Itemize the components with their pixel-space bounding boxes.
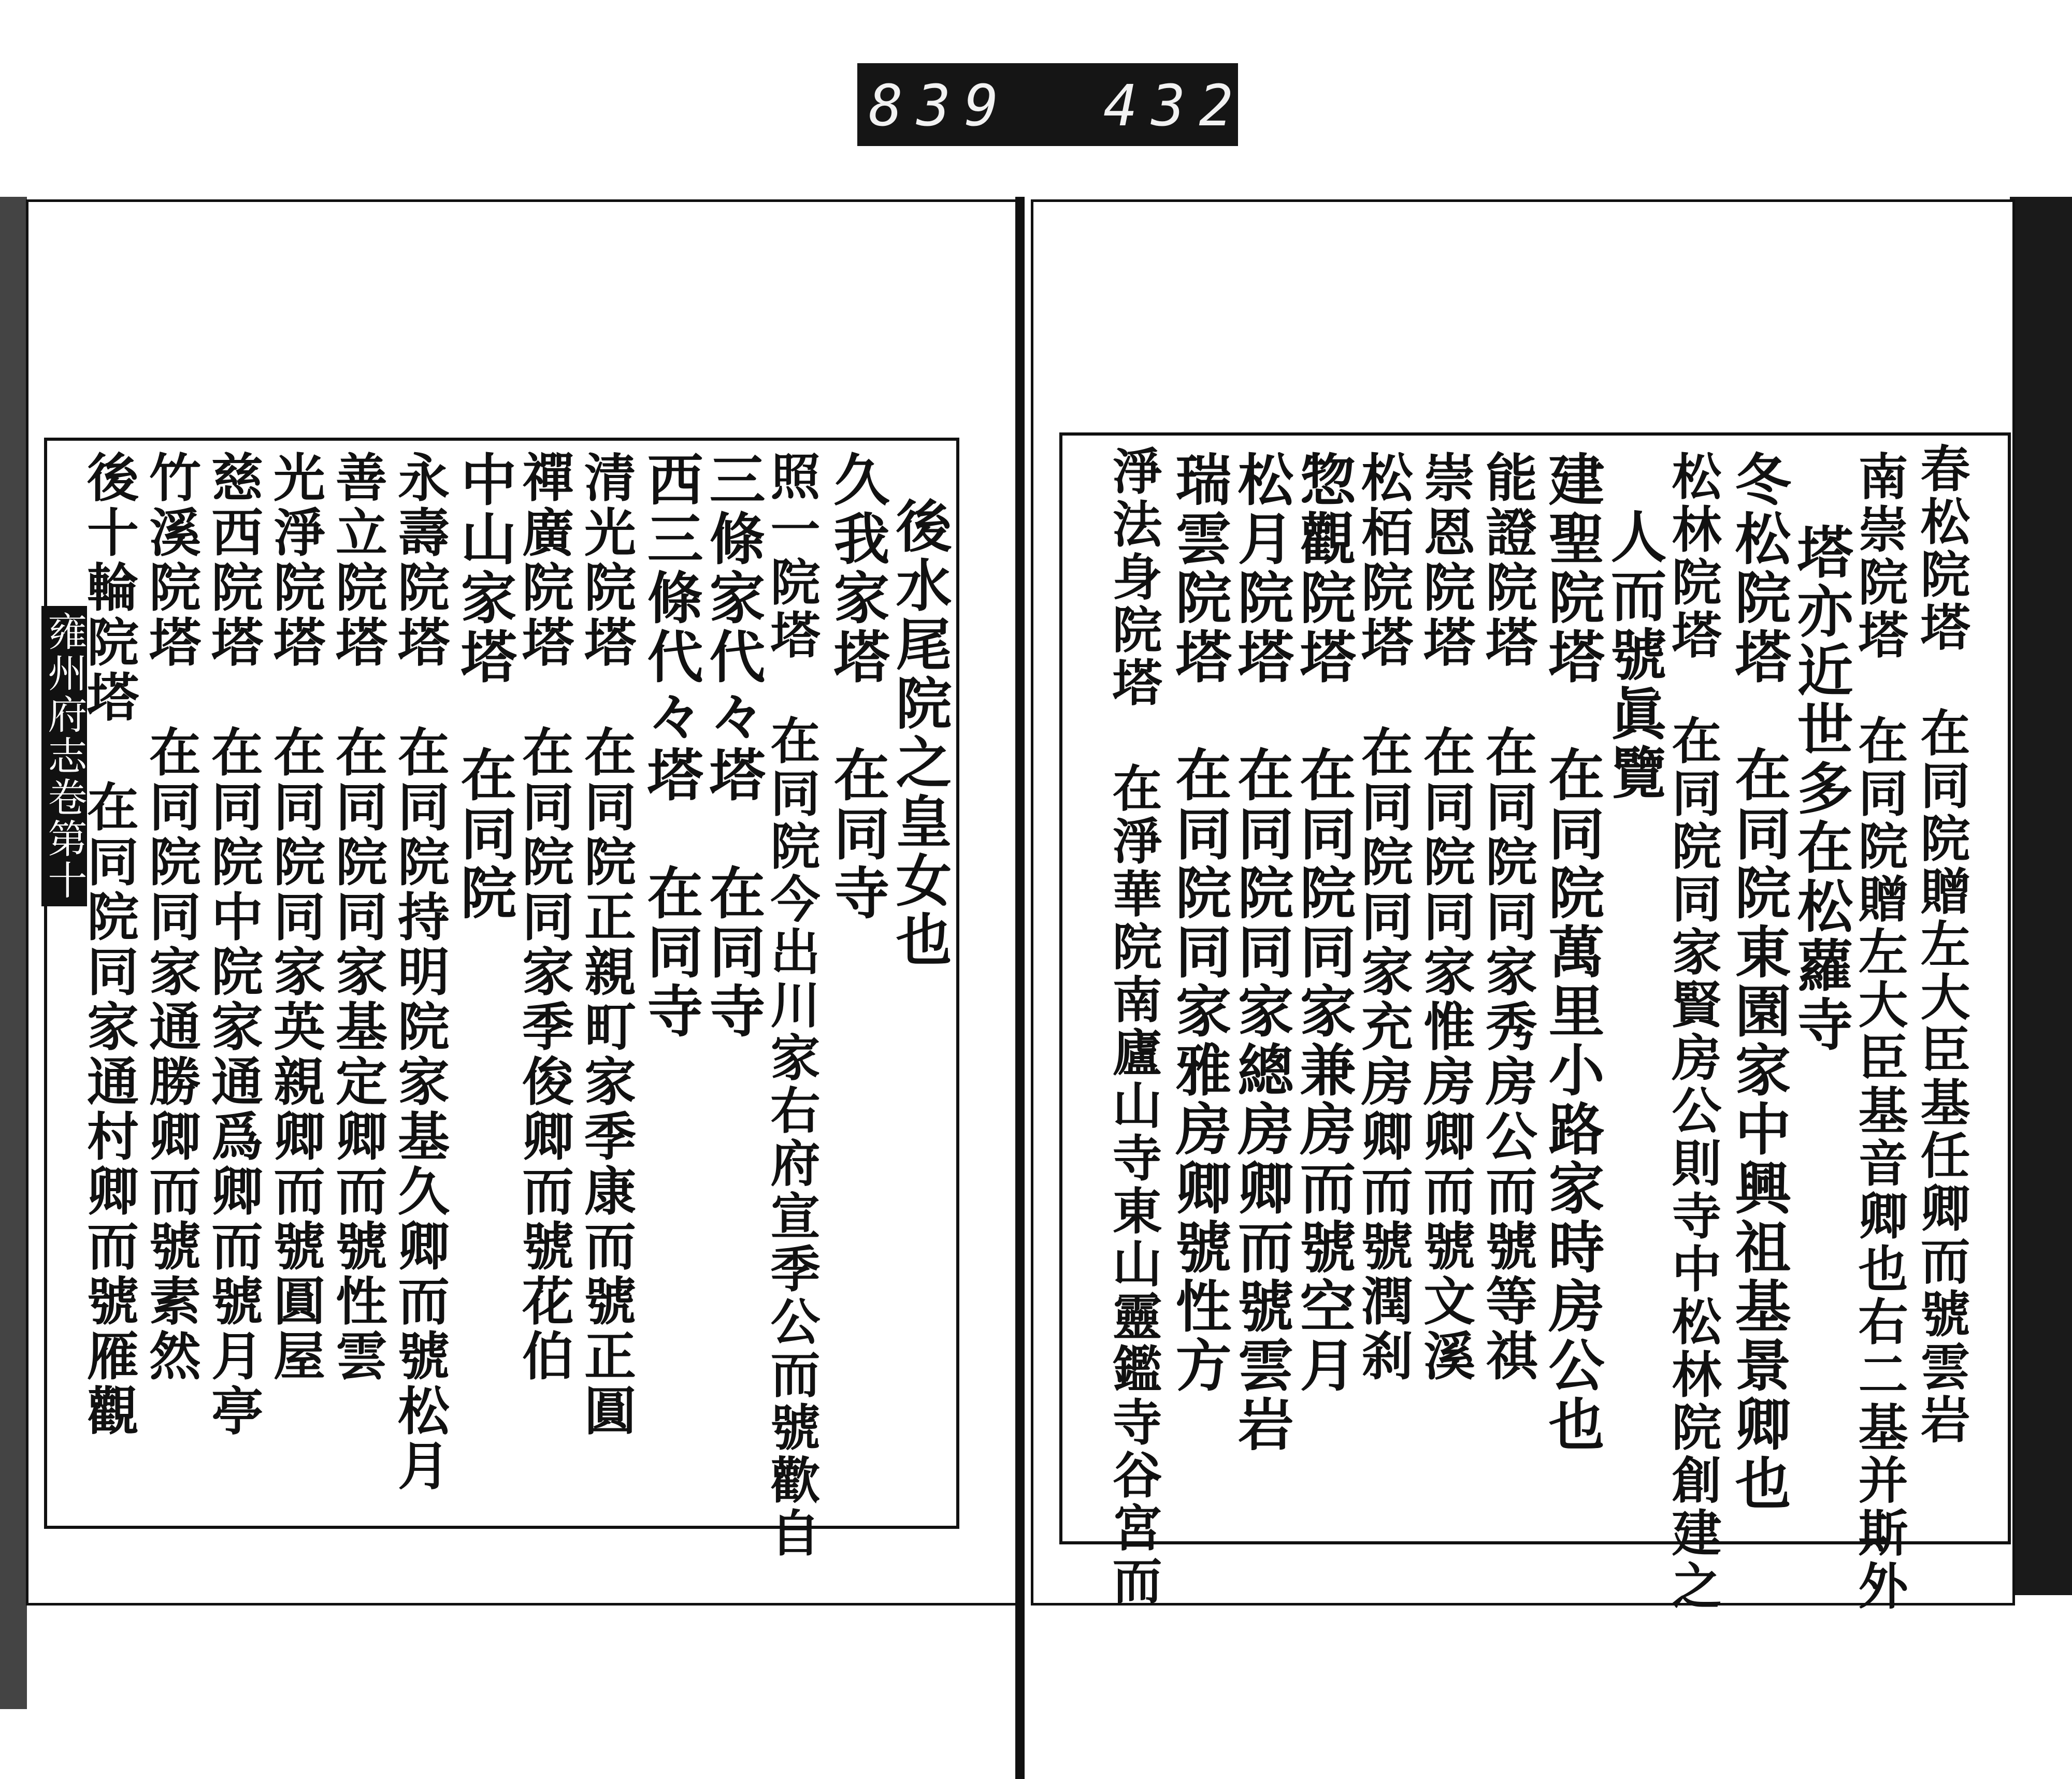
text-column: 能證院塔 在同院同家秀房公而號等祺 (1477, 451, 1538, 1384)
text-column: 松栢院塔 在同院同家充房卿而號潤刹 (1352, 451, 1414, 1384)
left-book-edge (0, 197, 27, 1709)
text-column: 淨法身院塔 在淨華院南廬山寺東山靈鑑寺谷宮而 (1104, 445, 1163, 1608)
text-column: 冬松院塔 在同院東園家中興祖基景卿也 (1725, 451, 1791, 1513)
text-column: 禪廣院塔 在同院同家季俊卿而號花伯 (513, 451, 574, 1384)
text-column: 松林院塔 在同院同家賢房公則寺中松林院創建之 (1664, 451, 1722, 1613)
text-column: 瑞雲院塔 在同院同家雅房卿號性方 (1166, 451, 1231, 1395)
text-column: 春松院塔 在同院贈左大臣基任卿而號雲岩 (1912, 443, 1971, 1447)
text-column: 永壽院塔 在同院持明院家基久卿而號松月 (389, 451, 450, 1494)
right-book-edge (2010, 197, 2072, 1595)
text-column: 南崇院塔 在同院贈左大臣基音卿也右二基并斯外 (1850, 451, 1909, 1613)
text-column: 後水尾院之皇女也 (886, 497, 952, 970)
accession-number-right: 432 (1103, 73, 1247, 139)
text-column: 惣觀院塔 在同院同家兼房而號空月 (1290, 451, 1356, 1395)
accession-number-left: 839 (869, 73, 1012, 139)
text-column: 久我家塔 在同寺 (824, 451, 889, 923)
text-column: 西三條代々塔 在同寺 (638, 451, 703, 1041)
text-column: 崇恩院塔 在同院同家惟房卿而號文溪 (1415, 451, 1476, 1384)
text-column: 光淨院塔 在同院同家英親卿而號圓屋 (265, 451, 326, 1384)
text-column: 人而號眞覽 (1601, 508, 1666, 803)
text-column: 塔亦近世多在松蘿寺 (1788, 523, 1853, 1054)
text-column: 清光院塔 在同院正親町家季康而號正圓 (575, 451, 637, 1439)
accession-label (857, 63, 1247, 146)
text-column: 善立院塔 在同院同家基定卿而號性雲 (327, 451, 388, 1384)
text-column: 松月院塔 在同院同家總房卿而號雲岩 (1228, 451, 1293, 1454)
text-column: 建聖院塔 在同院萬里小路家時房公也 (1539, 451, 1604, 1454)
side-tab-title: 雍州府志卷第十 (41, 606, 87, 906)
text-column: 慈西院塔 在同院中院家通爲卿而號月亭 (203, 451, 264, 1439)
text-column: 竹溪院塔 在同院同家通勝卿而號素然 (140, 451, 202, 1384)
text-column: 中山家塔 在同院 (451, 451, 516, 923)
text-column: 三條家代々塔 在同寺 (700, 451, 765, 1041)
text-column: 後十輪院塔 在同院同家通村卿而號雁觀 (78, 451, 139, 1439)
text-column: 照一院塔 在同院今出川家右府宣季公而號歡自 (762, 451, 821, 1560)
